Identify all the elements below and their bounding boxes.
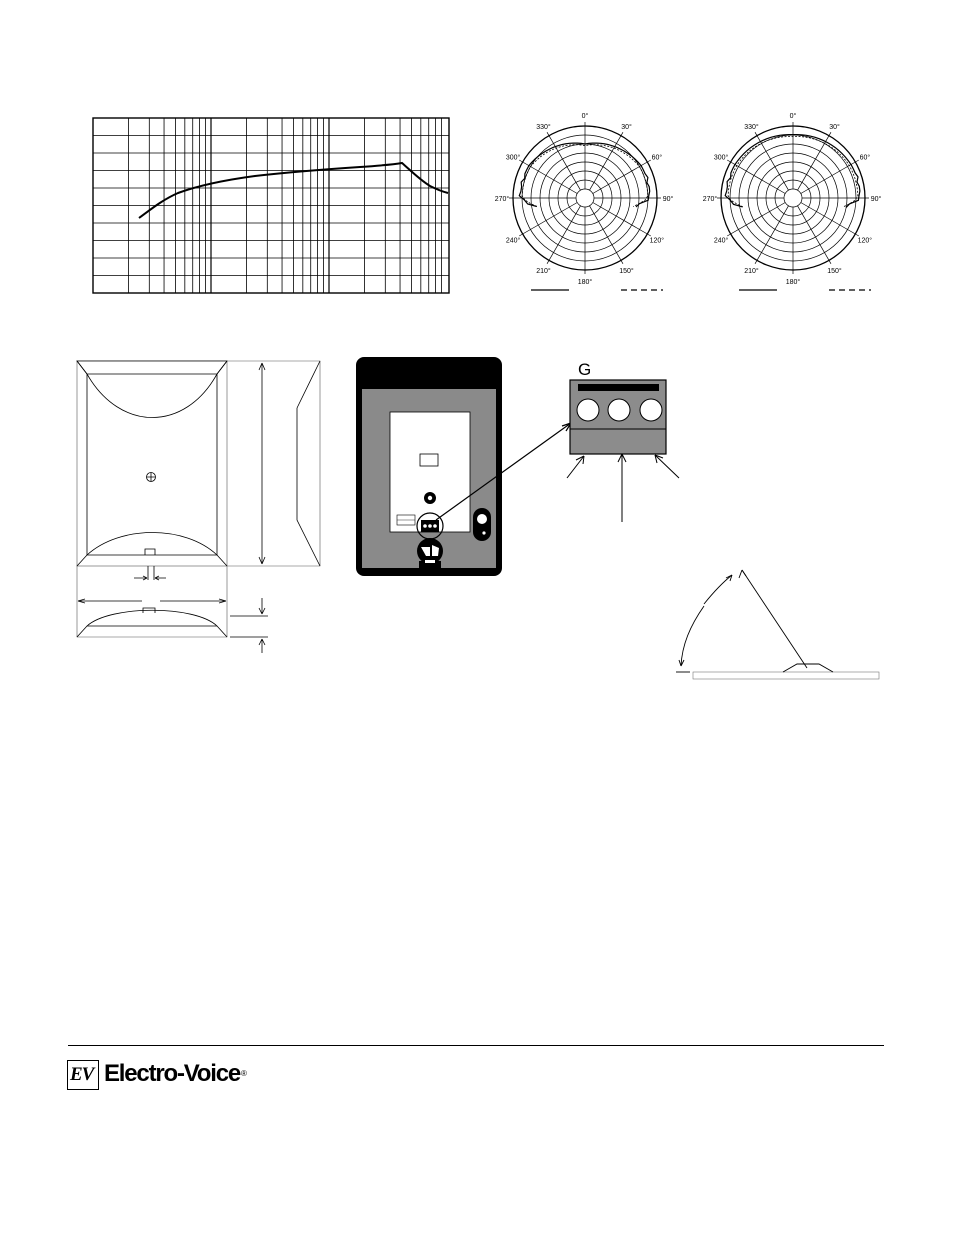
polar-angle-label: 300° bbox=[713, 154, 729, 162]
ev-logo-mark: EV bbox=[70, 1064, 94, 1085]
polar-angle-label: 180° bbox=[785, 279, 801, 286]
polar-angle-label: 210° bbox=[536, 267, 551, 275]
polar-angle-label: 60° bbox=[859, 154, 871, 162]
polar-angle-label: 90° bbox=[662, 196, 674, 203]
polar-angle-label: 300° bbox=[505, 154, 521, 162]
polar-angle-label: 210° bbox=[744, 267, 759, 275]
polar-angle-label: 90° bbox=[870, 196, 882, 203]
polar-angle-label: 0° bbox=[581, 113, 589, 120]
polar-angle-label: 240° bbox=[713, 237, 729, 245]
brand-name-text: Electro-Voice bbox=[104, 1060, 241, 1087]
polar-angle-label: 270° bbox=[494, 196, 510, 203]
polar-angle-label: 180° bbox=[577, 279, 593, 286]
brand-name bbox=[104, 1058, 247, 1090]
polar-angle-label: 270° bbox=[702, 196, 718, 203]
ev-logo-icon bbox=[67, 1060, 99, 1090]
polar-angle-label: 330° bbox=[536, 124, 551, 132]
polar-angle-label: 30° bbox=[829, 124, 840, 132]
registered-mark: ® bbox=[241, 1069, 247, 1078]
polar-angle-label: 120° bbox=[649, 237, 665, 245]
polar-angle-label: 150° bbox=[619, 267, 634, 275]
polar-angle-label: 150° bbox=[827, 267, 842, 275]
terminal-ground-label: G bbox=[578, 360, 592, 379]
polar-angle-label: 60° bbox=[651, 154, 663, 162]
polar-angle-label: 30° bbox=[621, 124, 632, 132]
polar-angle-label: 240° bbox=[505, 237, 521, 245]
footer-rule bbox=[68, 1045, 884, 1046]
polar-angle-label: 120° bbox=[857, 237, 873, 245]
polar-angle-label: 0° bbox=[789, 113, 797, 120]
polar-angle-label: 330° bbox=[744, 124, 759, 132]
